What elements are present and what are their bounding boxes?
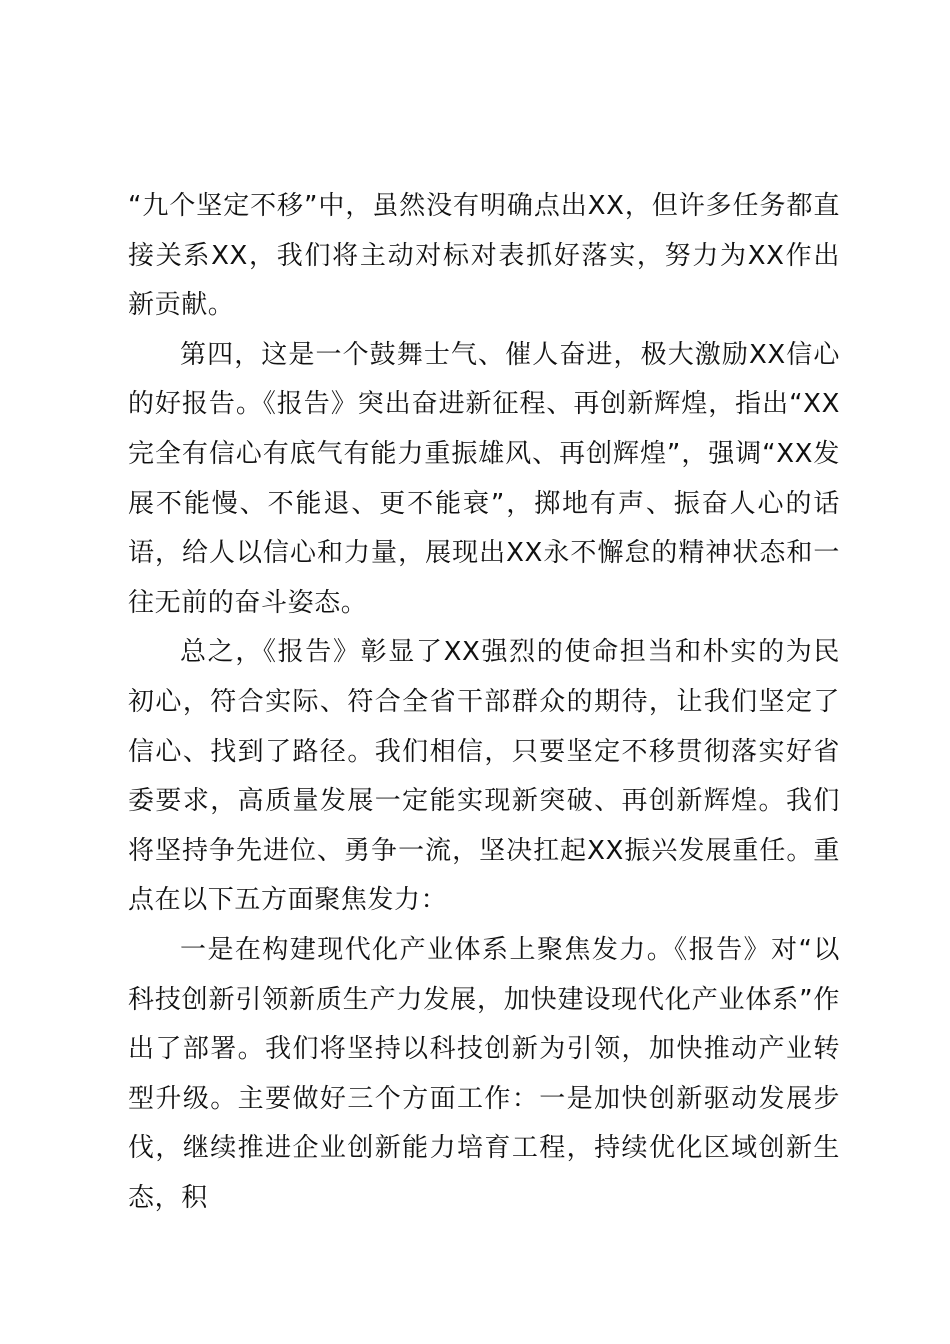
- paragraph-first-focus: 一是在构建现代化产业体系上聚焦发力。《报告》对“以科技创新引领新质生产力发展，加快建设现代化产业体系”作出了部署。我们将坚持以科技创新为引领，加快推动产业转型升级。主要做好三个方面工作：一是加快创新驱动发展步伐，继续推进企业创新能力培育工程，持续优化区域创新生态，积: [128, 934, 840, 1213]
- paragraph-continuation: “九个坚定不移”中，虽然没有明确点出XX，但许多任务都直接关系XX，我们将主动对标对表抓好落实，努力为XX作出新贡献。: [128, 191, 840, 321]
- document-body: [128, 182, 840, 1223]
- paragraph-fourth-point: 第四，这是一个鼓舞士气、催人奋进，极大激励XX信心的好报告。《报告》突出奋进新征程、再创新辉煌，指出“XX完全有信心有底气有能力重振雄风、再创辉煌”，强调“XX发展不能慢、不能退、更不能衰”，掷地有声、振奋人心的话语，给人以信心和力量，展现出XX永不懈怠的精神状态和一往无前的奋斗姿态。: [128, 339, 840, 618]
- paragraph-summary: 总之，《报告》彰显了XX强烈的使命担当和朴实的为民初心，符合实际、符合全省干部群众的期待，让我们坚定了信心、找到了路径。我们相信，只要坚定不移贯彻落实好省委要求，高质量发展一定能实现新突破、再创新辉煌。我们将坚持争先进位、勇争一流，坚决扛起XX振兴发展重任。重点在以下五方面聚焦发力：: [128, 637, 840, 916]
